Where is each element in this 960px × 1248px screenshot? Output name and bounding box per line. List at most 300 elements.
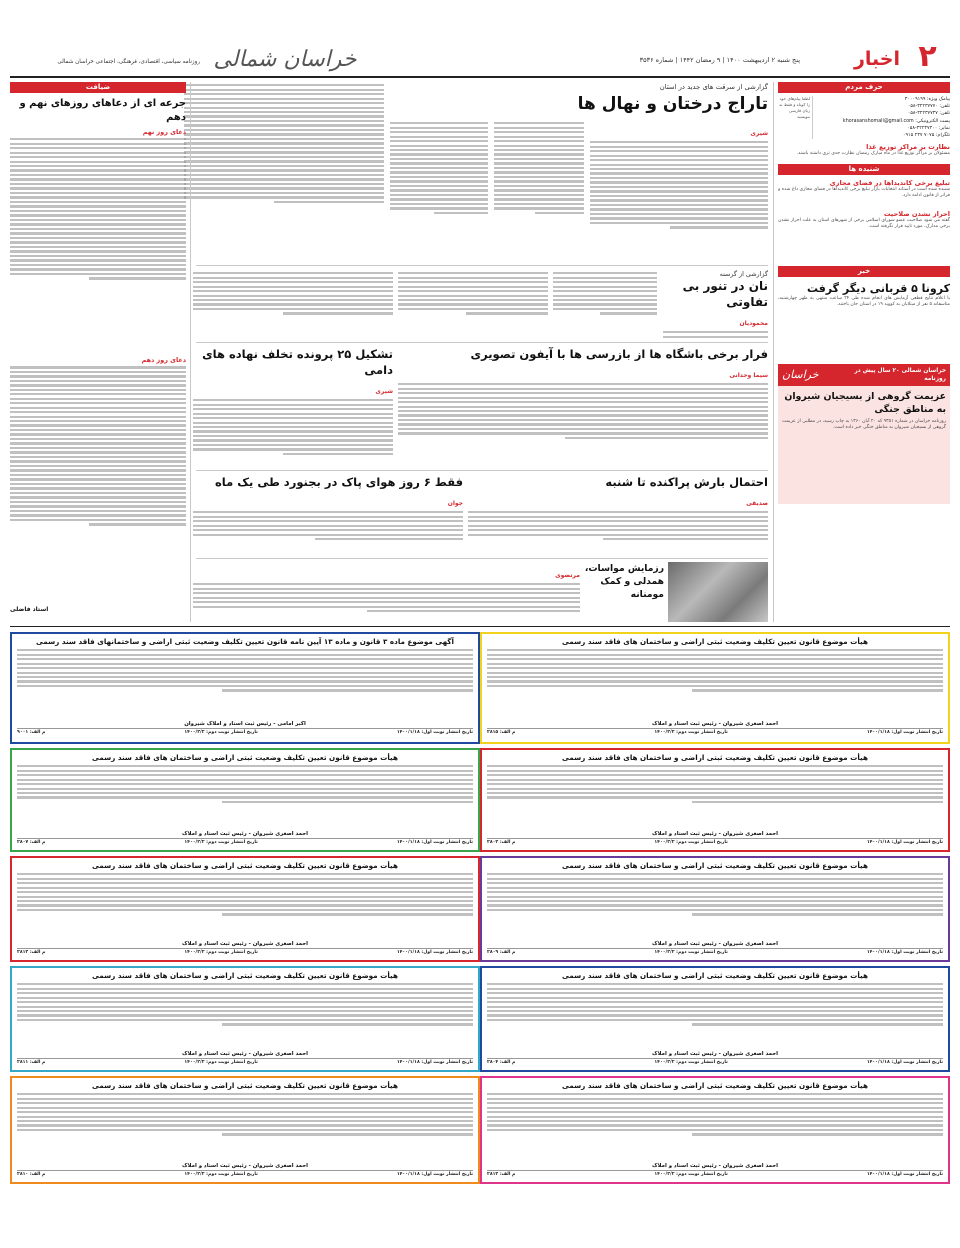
text-line — [17, 1107, 473, 1109]
text-line — [283, 312, 393, 314]
text-line — [590, 222, 768, 224]
ad-date1: تاریخ انتشار نوبت اول: ۱۴۰۰/۱/۱۸ — [396, 1060, 473, 1066]
row-rule — [196, 470, 768, 471]
text-line — [193, 534, 463, 536]
text-line — [10, 483, 186, 485]
text-line — [193, 516, 463, 518]
text-line — [184, 102, 384, 104]
contacts-box — [778, 96, 950, 139]
text-line — [17, 1019, 473, 1021]
text-line — [390, 122, 488, 124]
text-line — [10, 210, 186, 212]
text-line — [17, 1093, 473, 1095]
text-line — [398, 401, 768, 403]
text-line — [494, 122, 584, 124]
text-line — [494, 127, 584, 129]
text-line — [390, 203, 488, 205]
text-line — [487, 878, 943, 880]
text-line — [184, 192, 384, 194]
text-line — [10, 519, 186, 521]
legal-ad — [480, 632, 950, 744]
text-line — [390, 176, 488, 178]
ad-title: هیأت موضوع قانون تعیین تکلیف وضعیت ثبتی اراضی و ساختمان های فاقد سند رسمی — [92, 1081, 398, 1090]
text-line — [670, 226, 768, 228]
ad-date2: تاریخ انتشار نوبت دوم: ۱۴۰۰/۲/۲ — [184, 1172, 258, 1178]
text-line — [487, 1006, 943, 1008]
text-line — [494, 194, 584, 196]
logo — [170, 44, 400, 76]
text-line — [10, 451, 186, 453]
text-line — [398, 419, 768, 421]
text-line — [603, 538, 768, 540]
text-line — [193, 520, 463, 522]
ad-date2: تاریخ انتشار نوبت دوم: ۱۴۰۰/۲/۲ — [184, 1060, 258, 1066]
text-line — [692, 1023, 943, 1025]
text-line — [10, 273, 186, 275]
bread-byline: محمودیان — [739, 320, 768, 327]
text-line — [193, 592, 580, 594]
ad-footer — [17, 728, 473, 736]
text-line — [10, 505, 186, 507]
rain-headline: احتمال بارش پراکنده تا شنبه — [605, 475, 768, 489]
text-line — [494, 145, 584, 147]
text-line — [184, 107, 384, 109]
text-line — [10, 501, 186, 503]
text-line — [692, 689, 943, 691]
ad-title: هیأت موضوع قانون تعیین تکلیف وضعیت ثبتی اراضی و ساختمان های فاقد سند رسمی — [562, 637, 868, 646]
text-line — [10, 384, 186, 386]
contact-line: تلگرام: ۷۰۷۵ ۲۳۷ ۰۹۱۵ — [902, 133, 950, 139]
text-line — [590, 164, 768, 166]
text-line — [10, 174, 186, 176]
contact-line: تلفن: ۳۲۲۳۷۷۷۰-۰۵۸ — [907, 104, 950, 110]
text-line — [487, 1107, 943, 1109]
ad-code: م الف: ۲۸۱۰ — [17, 1172, 46, 1178]
left-column — [10, 82, 186, 622]
ad-sign: احمد اصغری شیروان - رئیس ثبت اسناد و املاک — [652, 1163, 778, 1170]
text-line — [184, 169, 384, 171]
text-line — [494, 162, 584, 164]
ad-footer — [17, 948, 473, 956]
text-line — [10, 411, 186, 413]
ad-footer — [487, 948, 943, 956]
text-line — [390, 153, 488, 155]
legal-ad — [480, 1076, 950, 1184]
text-line — [487, 997, 943, 999]
text-line — [590, 168, 768, 170]
bread-story-inner — [553, 270, 768, 340]
lead-headline: تاراج درختان و نهال ها — [577, 94, 768, 114]
text-line — [487, 1102, 943, 1104]
text-line — [390, 207, 488, 209]
text-line — [10, 492, 186, 494]
manteneh-text — [193, 583, 580, 622]
ad-footer — [487, 1058, 943, 1066]
column-rule — [190, 82, 191, 622]
text-line — [487, 649, 943, 651]
text-line — [184, 120, 384, 122]
khabar-header: خبر — [778, 266, 950, 277]
gyms-headline: فرار برخی باشگاه ها از بازرسی ها با آیفون تصویری — [470, 347, 768, 361]
text-line — [398, 281, 548, 283]
text-line — [494, 203, 584, 205]
text-line — [390, 194, 488, 196]
text-line — [17, 1098, 473, 1100]
ad-date2: تاریخ انتشار نوبت دوم: ۱۴۰۰/۲/۲ — [654, 730, 728, 736]
text-line — [17, 1001, 473, 1003]
text-line — [487, 658, 943, 660]
text-line — [283, 453, 393, 455]
date-line: پنج شنبه ۲ اردیبهشت ۱۴۰۰ | ۹ رمضان ۱۴۴۲ | شماره ۳۵۳۶ — [639, 56, 800, 64]
text-line — [222, 1023, 473, 1025]
text-line — [487, 896, 943, 898]
text-line — [10, 246, 186, 248]
text-line — [10, 178, 186, 180]
text-line — [17, 873, 473, 875]
gyms-text — [398, 383, 768, 466]
text-line — [193, 426, 393, 428]
text-line — [487, 992, 943, 994]
text-line — [10, 416, 186, 418]
text-line — [184, 174, 384, 176]
text-line — [487, 796, 943, 798]
text-line — [184, 165, 384, 167]
contacts-note: لطفا پیام‌های خود را کوتاه و فقط به زبان فارسی بنویسید — [778, 96, 813, 139]
ad-sign: احمد اصغری شیروان - رئیس ثبت اسناد و املاک — [182, 1051, 308, 1058]
text-line — [17, 796, 473, 798]
legal-ad — [10, 966, 480, 1072]
text-line — [494, 167, 584, 169]
text-line — [193, 277, 393, 279]
text-line — [10, 402, 186, 404]
text-line — [10, 366, 186, 368]
text-line — [487, 779, 943, 781]
rain-story — [468, 474, 768, 554]
ad-body — [17, 765, 473, 829]
contact-line: تلفن: ۳۲۲۳۷۷۳۷-۰۵۸ — [907, 111, 950, 117]
ad-body — [487, 649, 943, 719]
row-rule — [196, 558, 768, 559]
ads-rule — [10, 626, 950, 627]
text-line — [10, 255, 186, 257]
text-line — [398, 303, 548, 305]
text-line — [553, 299, 657, 301]
text-line — [590, 195, 768, 197]
page-number-box — [905, 42, 950, 72]
ad-code: م الف: ۲۸۰۷ — [17, 840, 46, 846]
gyms-story — [398, 346, 768, 466]
text-line — [487, 983, 943, 985]
shenideh-header: شنیده ها — [778, 164, 950, 175]
ad-title: هیأت موضوع قانون تعیین تکلیف وضعیت ثبتی اراضی و ساختمان های فاقد سند رسمی — [562, 1081, 868, 1090]
text-line — [590, 155, 768, 157]
text-line — [590, 213, 768, 215]
text-line — [10, 420, 186, 422]
archive-logo: خراسان — [782, 368, 819, 382]
text-line — [193, 408, 393, 410]
text-line — [398, 388, 768, 390]
text-line — [487, 680, 943, 682]
text-line — [487, 770, 943, 772]
ad-code: م الف: ۲۸۱۱ — [17, 1060, 46, 1066]
text-line — [390, 198, 488, 200]
air-headline: فقط ۶ روز هوای پاک در بجنورد طی یک ماه — [215, 475, 463, 489]
text-line — [17, 904, 473, 906]
contacts-list — [817, 96, 950, 139]
ad-sign: احمد اصغری شیروان - رئیس ثبت اسناد و املاک — [652, 721, 778, 728]
text-line — [10, 264, 186, 266]
lead-column — [590, 120, 768, 260]
text-line — [184, 156, 384, 158]
text-line — [193, 511, 463, 513]
text-line — [10, 442, 186, 444]
text-line — [184, 115, 384, 117]
text-line — [193, 583, 580, 585]
text-line — [494, 153, 584, 155]
text-line — [494, 198, 584, 200]
text-line — [494, 158, 584, 160]
text-line — [390, 167, 488, 169]
text-line — [10, 152, 186, 154]
ad-body — [487, 765, 943, 829]
ad-date2: تاریخ انتشار نوبت دوم: ۱۴۰۰/۲/۲ — [654, 1060, 728, 1066]
text-line — [89, 277, 186, 279]
text-line — [10, 143, 186, 145]
text-line — [184, 89, 384, 91]
text-line — [692, 913, 943, 915]
text-line — [10, 393, 186, 395]
text-line — [17, 891, 473, 893]
text-line — [10, 232, 186, 234]
text-line — [468, 520, 768, 522]
text-line — [590, 217, 768, 219]
lead-text-col2 — [494, 120, 584, 260]
archive-title: عزیمت گروهی از بسیجیان شیروان به مناطق جنگی — [784, 390, 946, 415]
text-line — [89, 523, 186, 525]
ad-footer — [487, 1170, 943, 1178]
text-line — [494, 207, 584, 209]
archive-header — [778, 364, 950, 386]
text-line — [17, 983, 473, 985]
bread-head — [663, 270, 768, 340]
manteneh-byline: مرتضوی — [555, 572, 580, 579]
text-line — [565, 437, 769, 439]
ad-body — [17, 1093, 473, 1161]
text-line — [193, 417, 393, 419]
lead-byline: شیری — [750, 130, 768, 137]
text-line — [390, 140, 488, 142]
ad-body — [17, 649, 473, 719]
text-line — [17, 658, 473, 660]
text-line — [398, 277, 548, 279]
text-line — [193, 413, 393, 415]
text-line — [17, 667, 473, 669]
legal-ad — [480, 856, 950, 962]
text-line — [468, 529, 768, 531]
column-rule — [773, 82, 774, 622]
ad-sign: احمد اصغری شیروان - رئیس ثبت اسناد و املاک — [182, 1163, 308, 1170]
text-line — [10, 237, 186, 239]
text-line — [17, 1014, 473, 1016]
text-line — [390, 162, 488, 164]
ziyafat-sub1: دعای روز نهم — [142, 128, 186, 136]
text-line — [398, 397, 768, 399]
text-line — [17, 882, 473, 884]
ad-footer — [17, 1058, 473, 1066]
text-line — [494, 136, 584, 138]
council-text — [193, 399, 393, 466]
text-line — [10, 510, 186, 512]
text-line — [17, 1010, 473, 1012]
text-line — [663, 331, 768, 333]
text-line — [10, 389, 186, 391]
ziyafat-text1 — [10, 138, 186, 353]
text-line — [390, 127, 488, 129]
manteneh-story — [584, 562, 664, 622]
text-line — [487, 1098, 943, 1100]
text-line — [184, 183, 384, 185]
text-line — [494, 140, 584, 142]
text-line — [10, 156, 186, 158]
text-line — [663, 336, 768, 338]
text-line — [184, 133, 384, 135]
text-line — [553, 286, 657, 288]
logo-text: خراسان شمالی — [213, 47, 357, 72]
text-line — [17, 779, 473, 781]
text-line — [590, 199, 768, 201]
text-line — [535, 212, 585, 214]
manteneh-photo — [668, 562, 768, 622]
text-line — [10, 138, 186, 140]
text-line — [590, 204, 768, 206]
manteneh-headline: رزمایش مواسات، همدلی و کمک مومنانه — [584, 563, 664, 600]
legal-ad — [10, 856, 480, 962]
text-line — [466, 312, 549, 314]
text-line — [193, 525, 463, 527]
text-line — [398, 299, 548, 301]
text-line — [274, 201, 384, 203]
text-line — [487, 873, 943, 875]
ad-date2: تاریخ انتشار نوبت دوم: ۱۴۰۰/۲/۲ — [654, 840, 728, 846]
tagline: روزنامه سیاسی، اقتصادی، فرهنگی، اجتماعی خراسان شمالی — [57, 59, 200, 65]
text-line — [487, 909, 943, 911]
text-line — [590, 181, 768, 183]
text-line — [590, 150, 768, 152]
text-line — [487, 783, 943, 785]
text-line — [10, 465, 186, 467]
gyms-byline: سیما وحدانی — [729, 372, 768, 379]
text-line — [10, 268, 186, 270]
text-line — [390, 158, 488, 160]
text-line — [398, 286, 548, 288]
ad-footer — [17, 838, 473, 846]
ad-date1: تاریخ انتشار نوبت اول: ۱۴۰۰/۱/۱۸ — [866, 730, 943, 736]
text-line — [10, 147, 186, 149]
lead-story — [390, 82, 768, 260]
text-line — [398, 423, 768, 425]
ad-code: م الف: ۹۰۰۱ — [17, 730, 46, 736]
text-line — [184, 84, 384, 86]
text-line — [10, 456, 186, 458]
air-text — [193, 511, 463, 554]
masthead-rule — [10, 76, 950, 78]
text-line — [10, 375, 186, 377]
ad-code: م الف: ۲۸۰۹ — [487, 950, 516, 956]
text-line — [17, 788, 473, 790]
contact-line: پیامک ویژه: ۳۰۰۰۹۱۹۹ — [904, 97, 950, 102]
ziyafat-text2 — [10, 366, 186, 606]
text-line — [590, 190, 768, 192]
ad-date2: تاریخ انتشار نوبت دوم: ۱۴۰۰/۲/۲ — [184, 950, 258, 956]
text-line — [468, 534, 768, 536]
text-line — [17, 1111, 473, 1113]
ad-date1: تاریخ انتشار نوبت اول: ۱۴۰۰/۱/۱۸ — [396, 730, 473, 736]
council-story — [193, 346, 393, 466]
text-line — [193, 290, 393, 292]
text-line — [10, 433, 186, 435]
text-line — [390, 149, 488, 151]
bread-headline: نان در تنور بی تفاوتی — [682, 279, 768, 309]
text-line — [487, 672, 943, 674]
text-line — [17, 792, 473, 794]
text-line — [10, 447, 186, 449]
ad-title: هیأت موضوع قانون تعیین تکلیف وضعیت ثبتی اراضی و ساختمان های فاقد سند رسمی — [92, 753, 398, 762]
text-line — [10, 259, 186, 261]
text-line — [398, 432, 768, 434]
text-line — [494, 189, 584, 191]
text-line — [17, 654, 473, 656]
air-story — [193, 474, 463, 554]
contact-line: پست الکترونیکی: khorasanshomali@gmail.com — [842, 118, 950, 124]
bread-text-col2 — [553, 270, 657, 336]
ad-sign: احمد اصغری شیروان - رئیس ثبت اسناد و املاک — [652, 1051, 778, 1058]
manteneh-body — [193, 562, 580, 622]
lead-kicker: گزارشی از سرقت های جدید در استان — [659, 83, 768, 91]
text-line — [487, 765, 943, 767]
text-line — [17, 765, 473, 767]
text-line — [17, 997, 473, 999]
text-line — [17, 896, 473, 898]
text-line — [10, 250, 186, 252]
text-line — [487, 667, 943, 669]
text-line — [10, 205, 186, 207]
lead-text — [590, 141, 768, 260]
text-line — [487, 988, 943, 990]
text-line — [590, 146, 768, 148]
ad-date1: تاریخ انتشار نوبت اول: ۱۴۰۰/۱/۱۸ — [866, 950, 943, 956]
text-line — [10, 241, 186, 243]
item2-text: شنیده شده است در آستانه انتخابات بازار تبلیغ برخی کاندیداها در فضای مجازی داغ شده و فراتر از قانون ادامه دارد. — [778, 186, 950, 199]
text-line — [10, 187, 186, 189]
text-line — [10, 487, 186, 489]
text-line — [17, 783, 473, 785]
text-line — [193, 308, 393, 310]
text-line — [193, 299, 393, 301]
text-line — [487, 1019, 943, 1021]
text-line — [17, 774, 473, 776]
text-line — [184, 147, 384, 149]
text-line — [398, 295, 548, 297]
text-line — [17, 1120, 473, 1122]
text-line — [487, 1010, 943, 1012]
ad-body — [487, 983, 943, 1049]
text-line — [390, 145, 488, 147]
ad-date2: تاریخ انتشار نوبت دوم: ۱۴۰۰/۲/۲ — [654, 950, 728, 956]
ad-title: هیأت موضوع قانون تعیین تکلیف وضعیت ثبتی اراضی و ساختمان های فاقد سند رسمی — [562, 971, 868, 980]
ad-title: هیأت موضوع قانون تعیین تکلیف وضعیت ثبتی اراضی و ساختمان های فاقد سند رسمی — [92, 861, 398, 870]
text-line — [398, 392, 768, 394]
text-line — [17, 1102, 473, 1104]
